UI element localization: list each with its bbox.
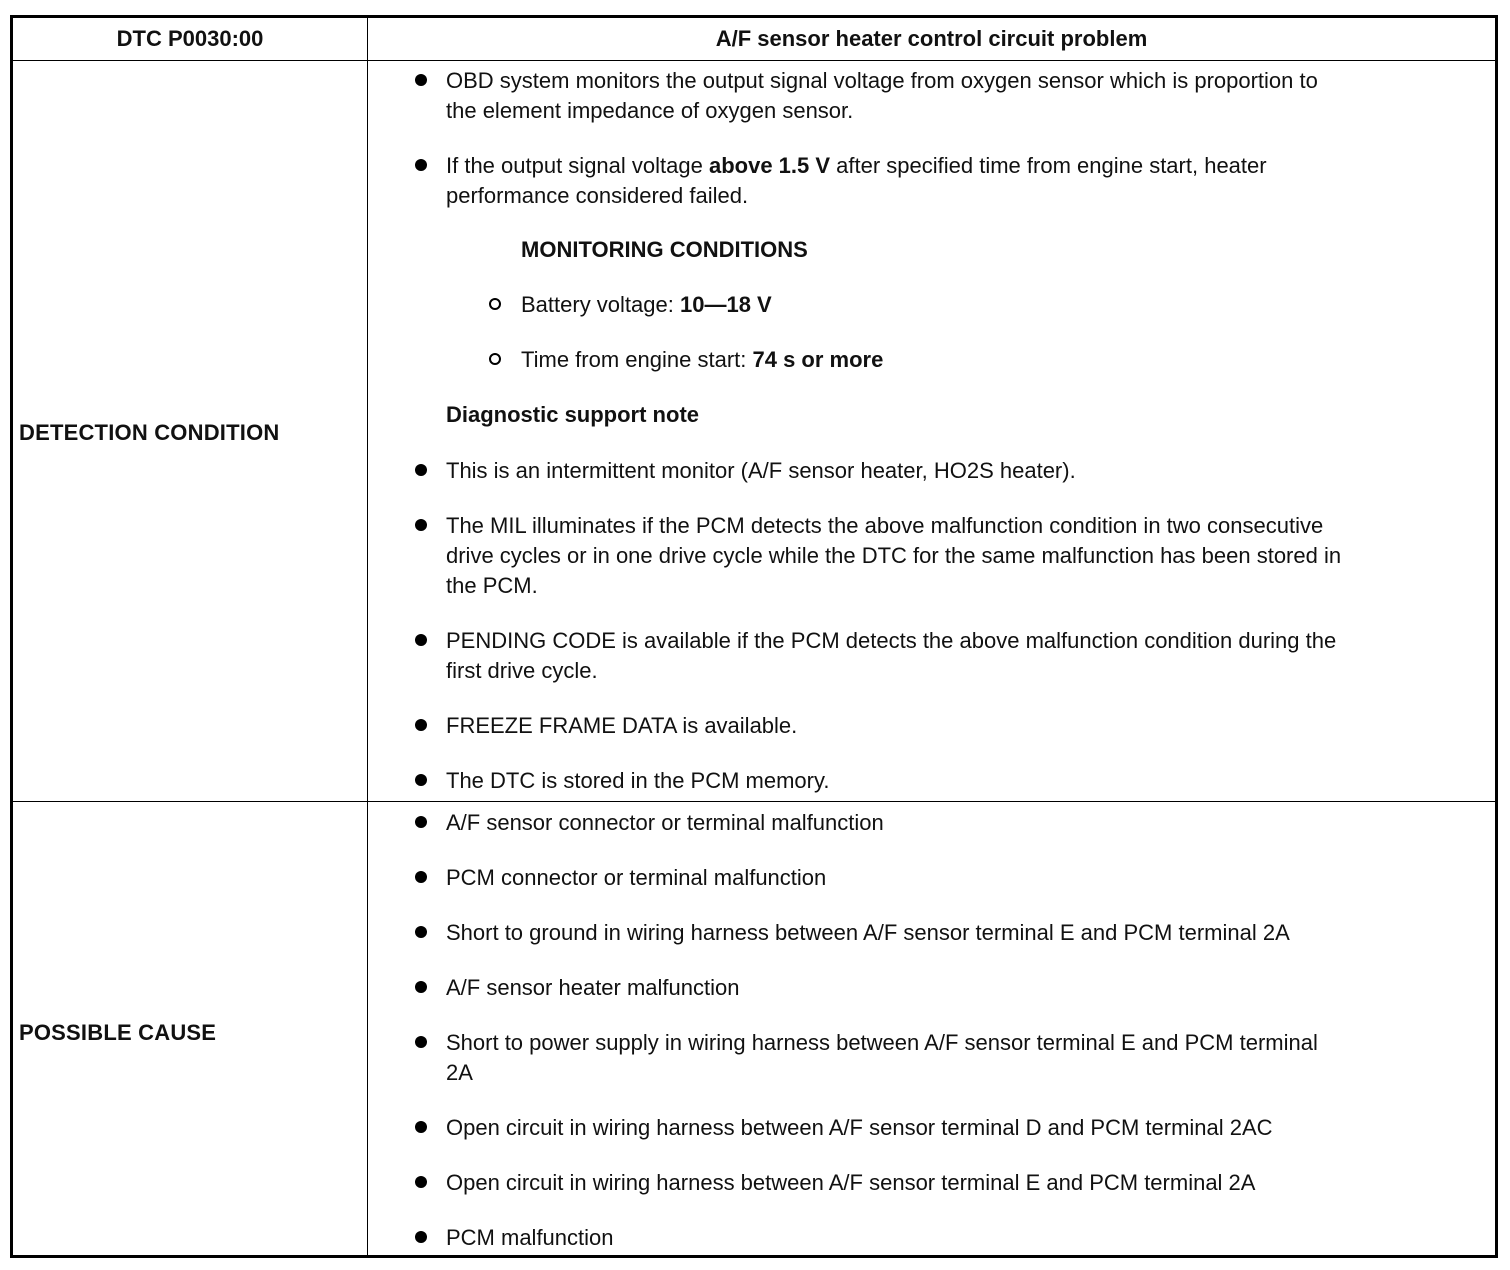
row-divider — [13, 801, 1495, 802]
column-divider — [367, 18, 368, 1255]
bullet-icon — [415, 926, 427, 938]
detection-bullet-2-line-1: If the output signal voltage above 1.5 V after specified time from engine start, heater — [446, 153, 1267, 178]
support-note-3-line-1: PENDING CODE is available if the PCM detects the above malfunction condition during the — [446, 628, 1337, 653]
bullet-icon — [415, 464, 427, 476]
cause-8: PCM malfunction — [446, 1225, 614, 1250]
bullet-icon — [415, 159, 427, 171]
dtc-code-header: DTC P0030:00 — [116, 26, 264, 51]
cause-2: PCM connector or terminal malfunction — [446, 865, 827, 890]
dtc-title-header: A/F sensor heater control circuit problem — [715, 26, 1148, 51]
circle-bullet-icon — [489, 353, 501, 365]
cause-6: Open circuit in wiring harness between A/F sensor terminal D and PCM terminal 2AC — [446, 1115, 1273, 1140]
bullet-icon — [415, 816, 427, 828]
detection-bullet-1-line-2: the element impedance of oxygen sensor. — [446, 98, 854, 123]
bullet-icon — [415, 634, 427, 646]
bullet-icon — [415, 1121, 427, 1133]
detection-condition-label: DETECTION CONDITION — [19, 420, 280, 445]
cause-5-line-2: 2A — [446, 1060, 473, 1085]
cause-4: A/F sensor heater malfunction — [446, 975, 740, 1000]
cause-7: Open circuit in wiring harness between A/F sensor terminal E and PCM terminal 2A — [446, 1170, 1256, 1195]
bullet-icon — [415, 519, 427, 531]
detection-bullet-1-line-1: OBD system monitors the output signal voltage from oxygen sensor which is proportion to — [446, 68, 1318, 93]
cause-5-line-1: Short to power supply in wiring harness between A/F sensor terminal E and PCM terminal — [446, 1030, 1318, 1055]
support-note-2-line-2: drive cycles or in one drive cycle while the DTC for the same malfunction has been stored in — [446, 543, 1342, 568]
support-note-2-line-1: The MIL illuminates if the PCM detects the above malfunction condition in two consecutive — [446, 513, 1324, 538]
monitoring-conditions-heading: MONITORING CONDITIONS — [521, 237, 808, 262]
bullet-icon — [415, 981, 427, 993]
bullet-icon — [415, 74, 427, 86]
bullet-icon — [415, 871, 427, 883]
circle-bullet-icon — [489, 298, 501, 310]
battery-voltage-condition: Battery voltage: 10—18 V — [521, 292, 772, 317]
cause-3: Short to ground in wiring harness between A/F sensor terminal E and PCM terminal 2A — [446, 920, 1290, 945]
support-note-2-line-3: the PCM. — [446, 573, 538, 598]
detection-bullet-2-line-2: performance considered failed. — [446, 183, 749, 208]
engine-start-time-condition: Time from engine start: 74 s or more — [521, 347, 884, 372]
diagnostic-support-note-heading: Diagnostic support note — [446, 402, 699, 427]
support-note-1: This is an intermittent monitor (A/F sensor heater, HO2S heater). — [446, 458, 1076, 483]
bullet-icon — [415, 774, 427, 786]
bullet-icon — [415, 1231, 427, 1243]
possible-cause-label: POSSIBLE CAUSE — [19, 1020, 217, 1045]
support-note-4: FREEZE FRAME DATA is available. — [446, 713, 798, 738]
support-note-5: The DTC is stored in the PCM memory. — [446, 768, 830, 793]
bullet-icon — [415, 1036, 427, 1048]
bullet-icon — [415, 719, 427, 731]
header-divider — [13, 60, 1495, 61]
support-note-3-line-2: first drive cycle. — [446, 658, 598, 683]
cause-1: A/F sensor connector or terminal malfunction — [446, 810, 884, 835]
bullet-icon — [415, 1176, 427, 1188]
